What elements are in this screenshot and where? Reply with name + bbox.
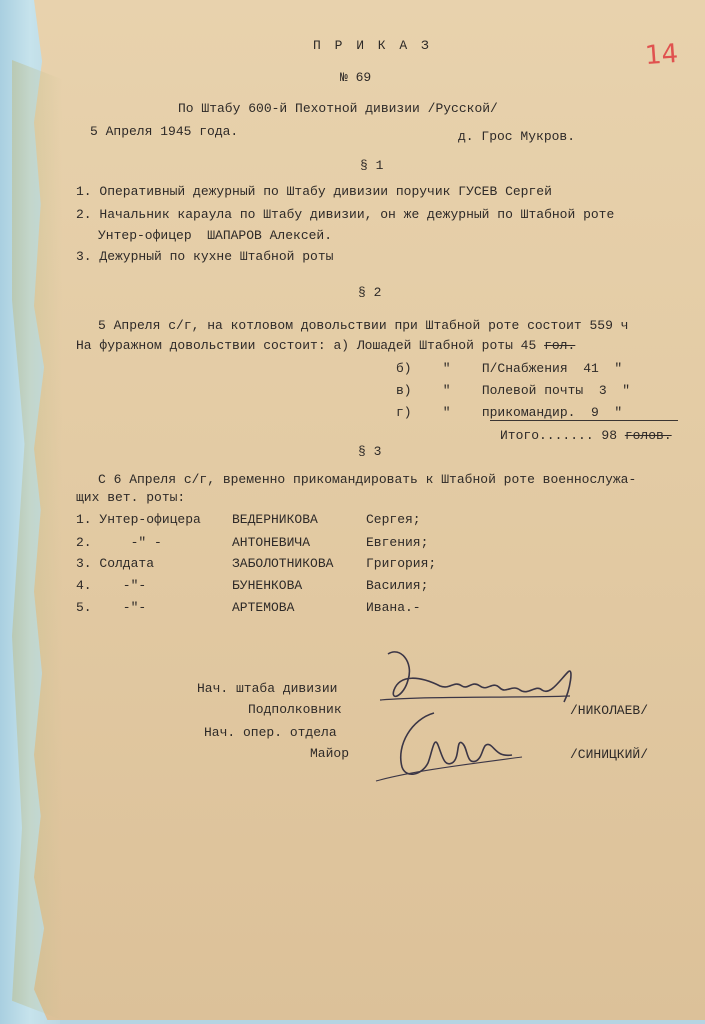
section-3-intro-cont: щих вет. роты:: [76, 490, 186, 505]
document-title: П Р И К А З: [313, 38, 432, 53]
section-1-item-2: 2. Начальник караула по Штабу дивизии, он же дежурный по Штабной роте: [76, 207, 615, 222]
forage-row-g: г) " прикомандир. 9 ": [396, 405, 623, 420]
person-1-name: Сергея;: [366, 512, 421, 527]
ops-rank: Майор: [310, 746, 350, 761]
chief-title: Нач. штаба дивизии: [197, 681, 338, 696]
forage-total: Итого....... 98 голов.: [500, 428, 672, 443]
order-number: № 69: [340, 70, 372, 85]
section-2-heading: § 2: [358, 285, 382, 300]
person-2-rank: 2. -" -: [76, 535, 162, 550]
forage-row-v: в) " Полевой почты 3 ": [396, 383, 631, 398]
order-date: 5 Апреля 1945 года.: [90, 124, 239, 139]
person-2-surname: АНТОНЕВИЧА: [232, 535, 311, 550]
page-number: 14: [643, 38, 680, 72]
person-3-rank: 3. Солдата: [76, 556, 155, 571]
paper-edge-stain: [12, 60, 62, 1020]
person-4-surname: БУНЕНКОВА: [232, 578, 303, 593]
section-1-item-2-cont: Унтер-офицер ШАПАРОВ Алексей.: [98, 228, 333, 243]
section-1-item-1: 1. Оперативный дежурный по Штабу дивизии поручик ГУСЕВ Сергей: [76, 184, 552, 199]
forage-row-b: б) " П/Снабжения 41 ": [396, 361, 623, 376]
section-1-item-3: 3. Дежурный по кухне Штабной роты: [76, 249, 334, 264]
person-3-surname: ЗАБОЛОТНИКОВА: [232, 556, 334, 571]
section-1-heading: § 1: [360, 158, 384, 173]
chief-rank: Подполковник: [248, 702, 342, 717]
person-1-surname: ВЕДЕРНИКОВА: [232, 512, 318, 527]
issuing-unit: По Штабу 600-й Пехотной дивизии /Русской/: [178, 101, 498, 116]
person-4-name: Василия;: [366, 578, 429, 593]
person-3-name: Григория;: [366, 556, 437, 571]
person-5-name: Ивана.-: [366, 600, 421, 615]
section-3-intro: С 6 Апреля с/г, временно прикомандировать к Штабной роте военнослужа-: [98, 472, 637, 487]
chief-name: /НИКОЛАЕВ/: [570, 703, 649, 718]
order-place: д. Грос Мукров.: [458, 129, 576, 144]
person-5-rank: 5. -"-: [76, 600, 147, 615]
section-2-line-1: 5 Апреля с/г, на котловом довольствии при Штабной роте состоит 559 ч: [98, 318, 629, 333]
ops-title: Нач. опер. отдела: [204, 725, 337, 740]
section-3-heading: § 3: [358, 444, 382, 459]
person-2-name: Евгения;: [366, 535, 429, 550]
total-underline: [490, 420, 678, 421]
person-1-rank: 1. Унтер-офицера: [76, 512, 201, 527]
ops-name: /СИНИЦКИЙ/: [570, 747, 649, 762]
person-4-rank: 4. -"-: [76, 578, 147, 593]
ops-signature: [372, 705, 532, 790]
section-2-line-2: На фуражном довольствии состоит: а) Лошадей Штабной роты 45 гол.: [76, 338, 576, 353]
document-page: [34, 0, 705, 1020]
person-5-surname: АРТЕМОВА: [232, 600, 295, 615]
